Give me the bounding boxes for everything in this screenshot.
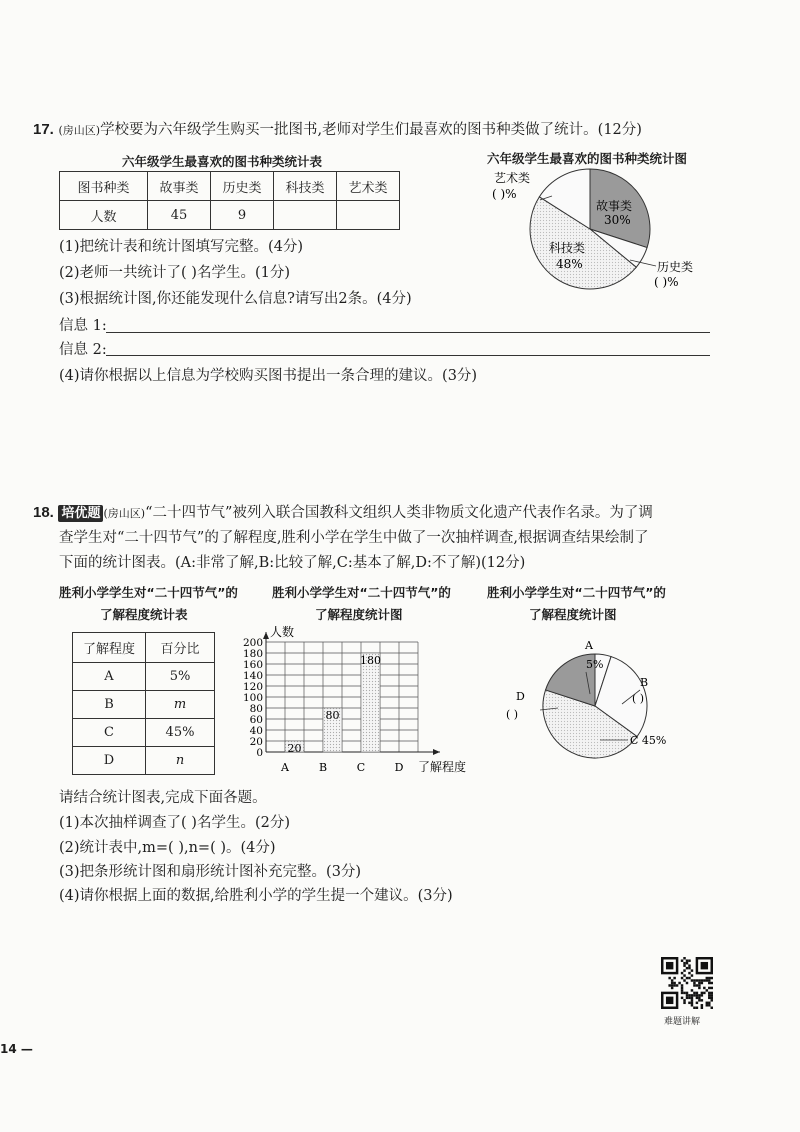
q17-table [59,171,400,230]
q18-number: 18. [33,504,54,521]
bar18-category-b: B [318,761,328,774]
q17-header-tech: 科技类 [274,172,337,201]
pie17-history-pct[interactable]: ( )% [654,275,679,289]
q18-title3-a: 胜利小学学生对“二十四节气”的 [487,585,666,600]
q17-sub3: (3)根据统计图,你还能发现什么信息?请写出2条。(4分) [59,291,412,307]
bar18-ytick: 140 [242,670,263,682]
q18-row-b-label: B [73,691,146,719]
q17-info2: 信息 2: [59,342,107,358]
bar18-value-a: 20 [287,742,302,755]
pie18-d-label: D [516,690,525,703]
bar18-ytick: 160 [242,659,263,671]
q17-row-label: 人数 [60,201,148,230]
q18-header-percent: 百分比 [146,633,215,663]
pie18-b-blank[interactable]: ( ) [632,692,645,705]
q18-title3-b: 了解程度统计图 [529,607,617,622]
q18-region: (房山区) [103,507,146,520]
bar18-xlabel: 了解程度 [418,760,467,774]
pie17-art-pct[interactable]: ( )% [492,187,517,201]
q17-cell-tech[interactable] [274,201,337,230]
q17-cell-art[interactable] [337,201,400,230]
bar18-ytick: 20 [249,736,263,748]
q17-number: 17. [33,121,54,138]
bar18-value-b: 80 [325,709,340,722]
pie17-story-pct: 30% [604,213,631,227]
q18-title1-b: 了解程度统计表 [100,607,188,622]
bar18-ytick: 200 [242,637,263,649]
pie17-tech-label: 科技类 [549,241,586,255]
pie17-history-label: 历史类 [657,260,694,274]
pie18-b-label: B [640,676,649,689]
q17-sub2[interactable]: (2)老师一共统计了( )名学生。(1分) [59,265,291,281]
q18-title1-a: 胜利小学学生对“二十四节气”的 [59,585,238,600]
bar18-category-a: A [281,761,289,774]
pie17-tech-pct: 48% [556,257,583,271]
qr-code[interactable] [661,957,713,1009]
pie18-a-label: A [585,639,593,652]
q17-header-kind: 图书种类 [60,172,148,201]
q18-row-c-value: 45% [146,719,215,747]
q18-intro: 请结合统计图表,完成下面各题。 [59,790,267,806]
q18-sub1[interactable]: (1)本次抽样调查了( )名学生。(2分) [59,815,291,831]
q18-pie-chart [500,636,690,776]
bar18-category-d: D [394,761,404,774]
bar18-value-c: 180 [360,654,381,667]
q17-cell-story: 45 [148,201,211,230]
q17-header-art: 艺术类 [337,172,400,201]
q18-stem-line1 [33,505,653,521]
q17-region: (房山区) [58,124,101,137]
pie18-a-pct: 5% [586,658,604,671]
bar18-ytick: 120 [242,681,263,693]
q18-sub2[interactable]: (2)统计表中,m=( ),n=( )。(4分) [59,840,276,856]
bar18-bar-c [361,653,380,752]
q17-sub4: (4)请你根据以上信息为学校购买图书提出一条合理的建议。(3分) [59,368,478,384]
q18-row-c-label: C [73,719,146,747]
q18-line3: 下面的统计图表。(A:非常了解,B:比较了解,C:基本了解,D:不了解)(12分) [59,555,526,571]
q18-title2-a: 胜利小学学生对“二十四节气”的 [272,585,451,600]
q17-info1: 信息 1: [59,318,107,334]
q18-header-level: 了解程度 [73,633,146,663]
q17-table-title: 六年级学生最喜欢的图书种类统计表 [122,154,323,169]
q18-line1: “二十四节气”被列入联合国教科文组织人类非物质文化遗产代表作名录。为了调 [145,505,653,521]
bar18-ytick: 180 [242,648,263,660]
q17-pie-chart [470,162,720,302]
pie17-art-label: 艺术类 [494,171,531,185]
q18-row-b-value: m [146,691,215,719]
q17-stem [33,122,642,138]
q18-table [72,632,215,775]
q18-bar-chart [236,620,481,780]
q18-title2-b: 了解程度统计图 [315,607,403,622]
q17-header-story: 故事类 [148,172,211,201]
q17-info1-answer-line[interactable] [106,332,710,333]
page-number: 14 — [0,1042,33,1056]
q18-row-a-value: 5% [146,663,215,691]
pie18-d-blank[interactable]: ( ) [506,708,519,721]
bar18-ytick: 0 [256,747,263,759]
q18-row-a-label: A [73,663,146,691]
pie17-story-label: 故事类 [596,199,633,213]
q18-row-d-value: n [146,747,215,775]
bar18-ytick: 60 [249,714,263,726]
bar18-ytick: 100 [242,692,263,704]
q17-sub1: (1)把统计表和统计图填写完整。(4分) [59,239,304,255]
bar18-ytick: 80 [249,703,263,715]
q17-header-history: 历史类 [211,172,274,201]
q18-line2: 查学生对“二十四节气”的了解程度,胜利小学在学生中做了一次抽样调查,根据调查结果绘制了 [59,530,649,546]
qr-caption: 难题讲解 [664,1017,701,1027]
q18-sub3: (3)把条形统计图和扇形统计图补充完整。(3分) [59,864,362,880]
q17-cell-history: 9 [211,201,274,230]
bar18-ytick: 40 [249,725,263,737]
q17-info2-answer-line[interactable] [106,355,710,356]
q18-sub4: (4)请你根据上面的数据,给胜利小学的学生提一个建议。(3分) [59,888,453,904]
q17-text: 学校要为六年级学生购买一批图书,老师对学生们最喜欢的图书种类做了统计。(12分) [100,122,642,138]
pie18-c-label: C 45% [630,734,667,747]
bar18-ylabel: 人数 [270,625,295,639]
q18-row-d-label: D [73,747,146,775]
q17-chart-title: 六年级学生最喜欢的图书种类统计图 [487,151,688,166]
q18-tag: 培优题 [58,505,103,522]
bar18-category-c: C [356,761,366,774]
